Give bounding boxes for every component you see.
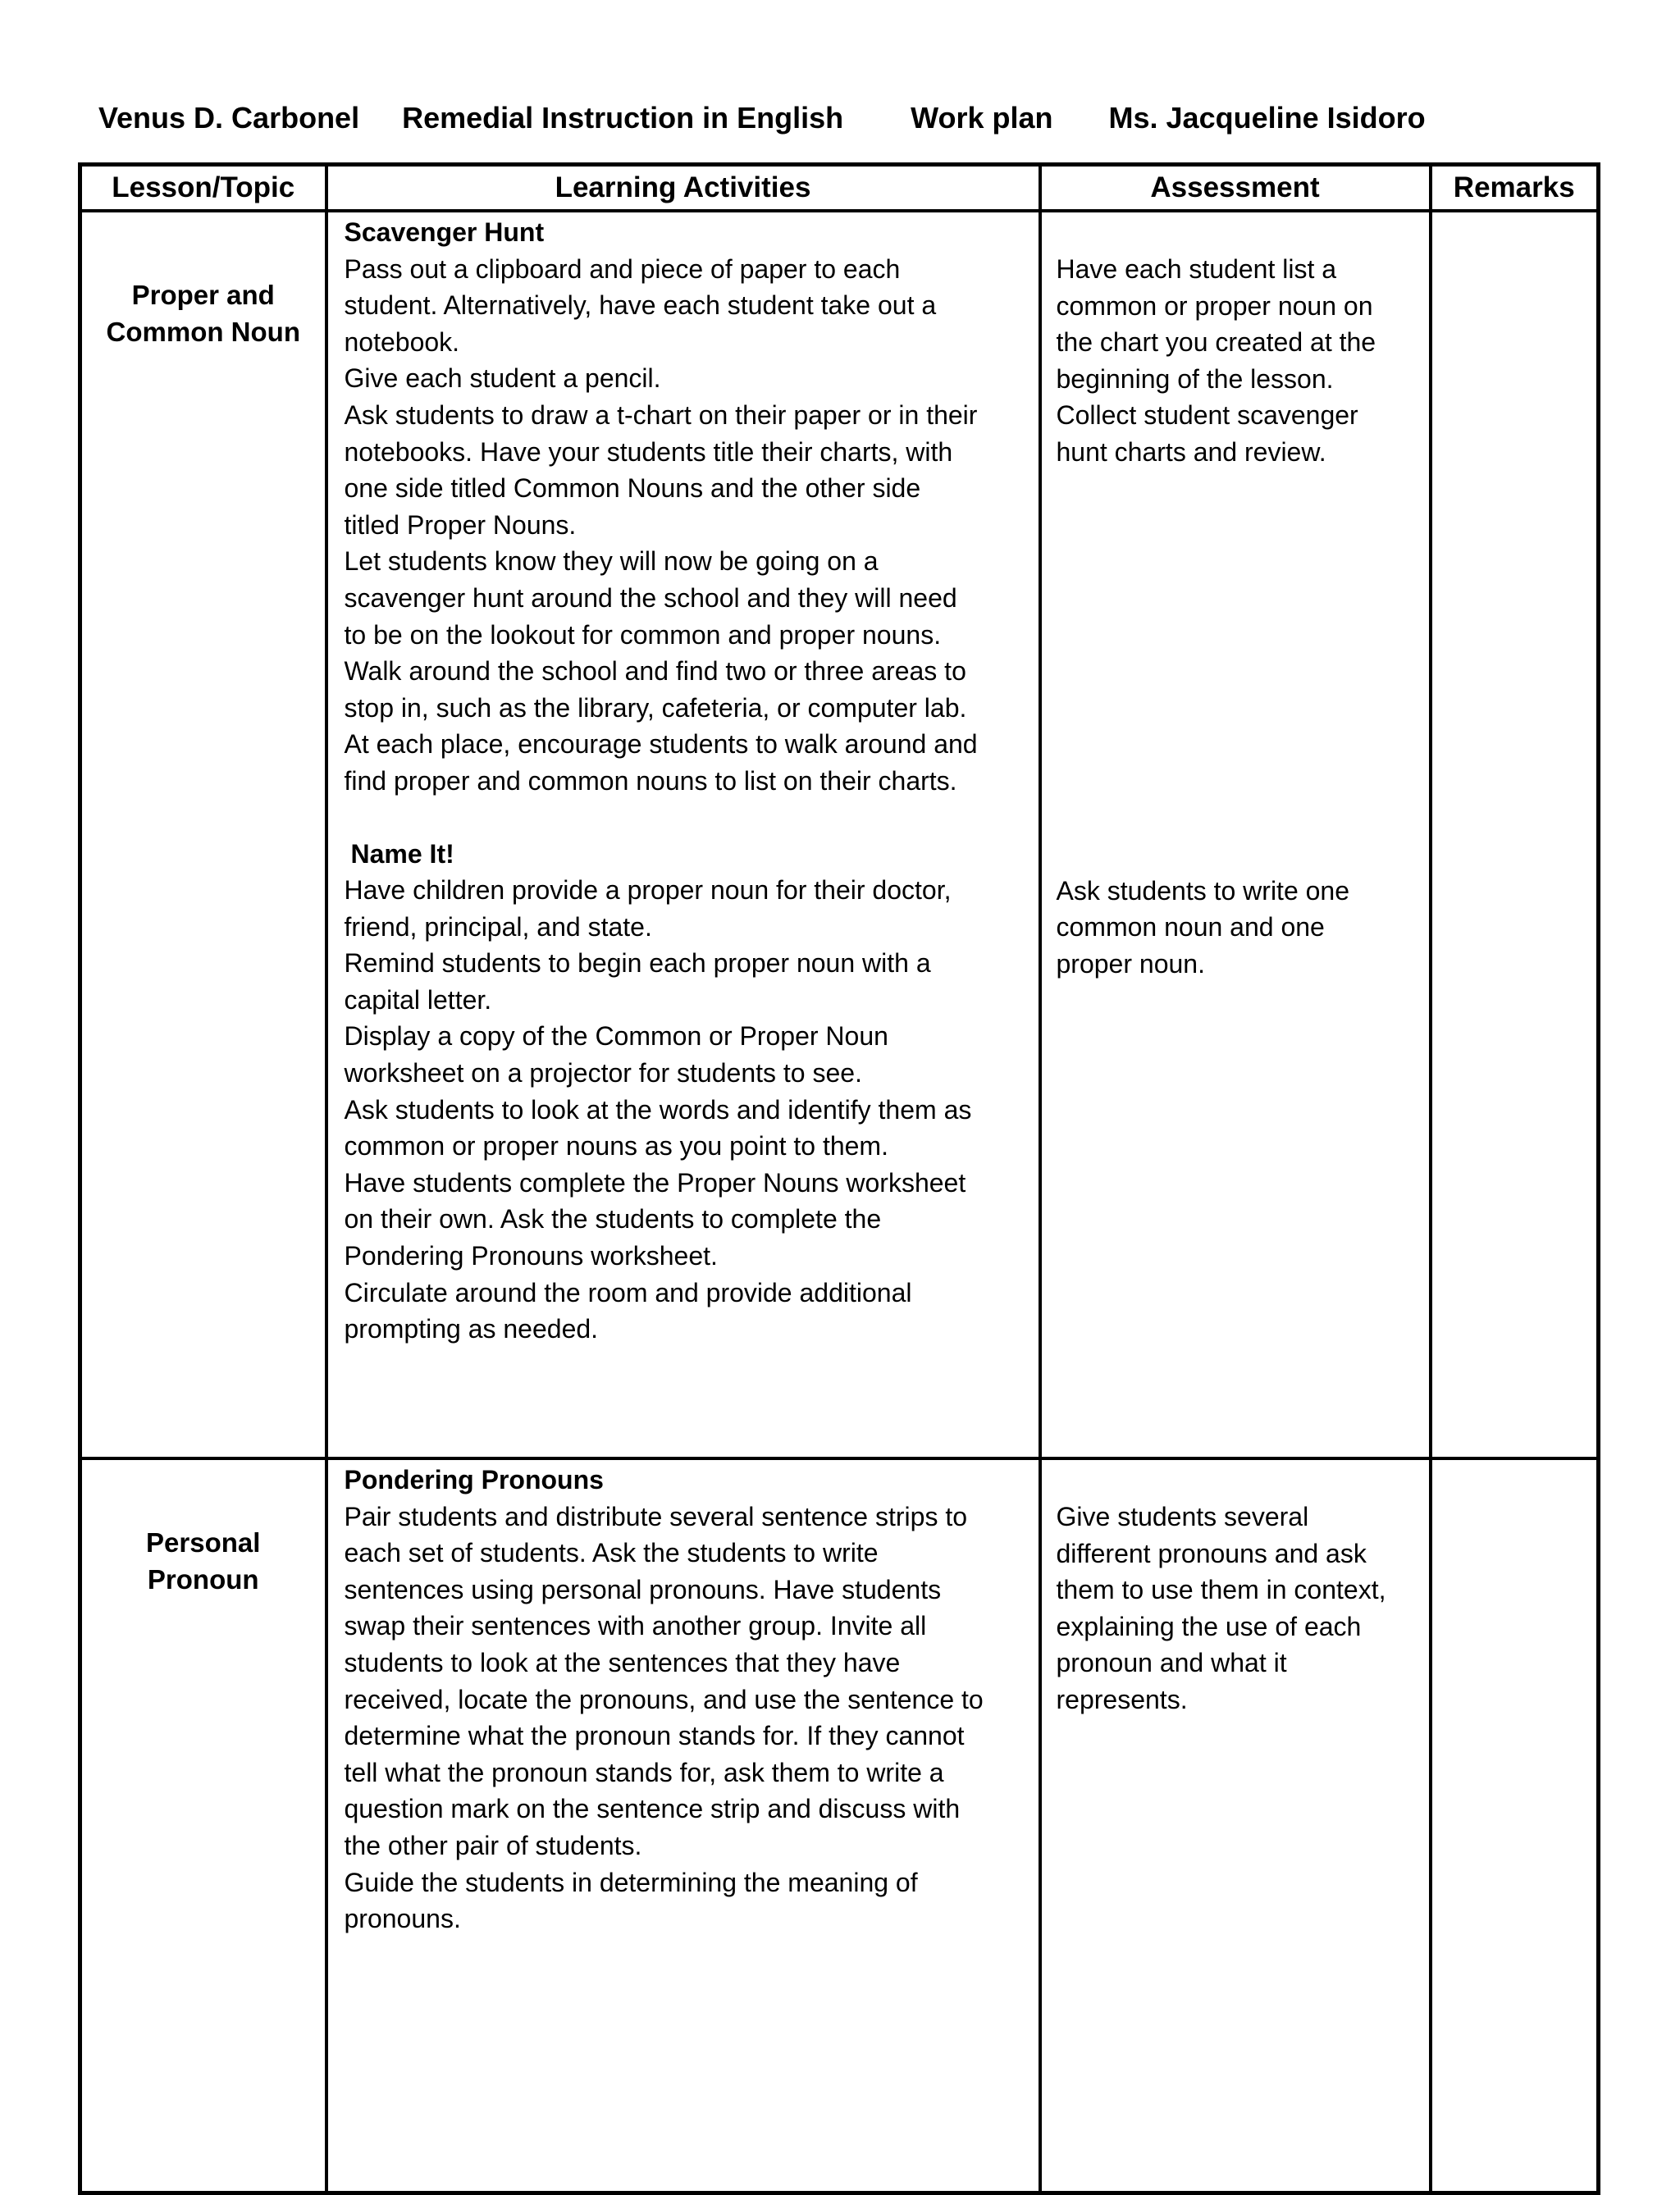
activity-body [345,1499,1030,1937]
text-line: to be on the lookout for common and proper nouns. [344,619,942,650]
text-line: Pass out a clipboard and piece of paper to each [344,253,901,284]
document-header [98,95,1426,141]
text-line: Pondering Pronouns worksheet. [344,1241,718,1271]
text-line: scavenger hunt around the school and they will need [344,582,957,613]
text-line: common noun and one [1056,912,1325,942]
text-line: students to look at the sentences that they have [344,1647,901,1677]
text-line: beginning of the lesson. [1056,363,1334,394]
lesson-line: Common Noun [106,317,300,347]
text-line: At each place, encourage students to walk around and [344,729,978,760]
text-line: Remind students to begin each proper noun with a [344,948,931,979]
text-line: friend, principal, and state. [344,911,652,942]
text-line: notebook. [344,326,460,357]
activity-title: Pondering Pronouns [344,1465,604,1495]
text-line: Have children provide a proper noun for their doctor, [344,875,952,906]
text-line: the chart you created at the [1056,327,1376,358]
remarks-cell [1431,211,1599,1458]
column-header-lesson: Lesson/Topic [80,165,326,212]
text-line: Let students know they will now be going on a [344,546,879,577]
text-line: Ask students to draw a t-chart on their paper or in their [344,399,978,430]
table-header-row [80,165,1599,212]
text-line: Give students several [1056,1502,1309,1531]
work-plan-table [78,162,1600,2195]
text-line: on their own. Ask the students to complete the [344,1204,882,1234]
text-line: represents. [1056,1684,1188,1714]
text-line: capital letter. [344,984,492,1015]
activity-title: Name It! [350,838,454,869]
text-line: Give each student a pencil. [344,363,661,394]
text-line: one side titled Common Nouns and the other side [344,473,921,504]
activities-cell [326,211,1040,1458]
text-line: received, locate the pronouns, and use the sentence to [344,1684,984,1714]
text-line: Circulate around the room and provide additional [344,1277,912,1307]
text-line: Collect student scavenger [1056,400,1358,431]
lesson-line: Personal [146,1527,261,1558]
text-line: different pronouns and ask [1056,1538,1367,1568]
remarks-cell [1431,1458,1599,2193]
subject-title: Remedial Instruction in English [402,101,844,135]
text-line: Have students complete the Proper Nouns worksheet [344,1167,966,1198]
text-line: explaining the use of each [1056,1611,1362,1641]
column-header-activities: Learning Activities [326,165,1040,212]
text-line: Display a copy of the Common or Proper Noun [344,1021,888,1052]
lesson-line: Pronoun [147,1564,259,1595]
text-line: stop in, such as the library, cafeteria, or computer lab. [344,692,967,723]
text-line: worksheet on a projector for students to see. [344,1058,862,1088]
assessment-cell [1040,211,1431,1458]
text-line: question mark on the sentence strip and discuss with [344,1794,961,1824]
text-line: common or proper nouns as you point to them. [344,1131,888,1161]
text-line: find proper and common nouns to list on their charts. [344,765,957,796]
assessment-body [1057,214,1421,471]
document-type: Work plan [911,101,1053,135]
text-line: determine what the pronoun stands for. If they cannot [344,1721,965,1751]
teacher-name: Ms. Jacqueline Isidoro [1108,101,1426,135]
table-row [80,211,1599,1458]
lesson-cell [80,1458,326,2193]
activity-body [345,251,1030,800]
lesson-line: Proper and [131,280,275,310]
text-line: pronouns. [344,1904,461,1934]
activity-title: Scavenger Hunt [344,217,545,247]
assessment-body [1057,1462,1421,1718]
text-line: sentences using personal pronouns. Have students [344,1574,942,1604]
assessment-body [1057,471,1421,983]
text-line: Pair students and distribute several sentence strips to [344,1501,968,1531]
text-line: swap their sentences with another group. Invite all [344,1611,927,1641]
text-line: common or proper noun on [1056,290,1373,321]
text-line: Ask students to write one [1056,875,1350,906]
column-header-remarks: Remarks [1431,165,1599,212]
text-line: each set of students. Ask the students to write [344,1538,879,1568]
text-line: Ask students to look at the words and identify them as [344,1094,972,1125]
text-line: Guide the students in determining the meaning of [344,1867,918,1897]
text-line: titled Proper Nouns. [344,509,577,540]
author-name: Venus D. Carbonel [98,101,360,135]
text-line: student. Alternatively, have each student take out a [344,290,937,321]
text-line: proper noun. [1056,948,1205,979]
text-line: tell what the pronoun stands for, ask them to write a [344,1757,944,1787]
activity-body [345,872,1030,1348]
text-line: pronoun and what it [1056,1648,1287,1678]
activities-cell [326,1458,1040,2193]
column-header-assessment: Assessment [1040,165,1431,212]
assessment-cell [1040,1458,1431,2193]
table-row [80,1458,1599,2193]
text-line: the other pair of students. [344,1830,642,1860]
text-line: them to use them in context, [1056,1575,1386,1605]
text-line: Have each student list a [1056,254,1337,284]
text-line: Walk around the school and find two or three areas to [344,656,966,687]
text-line: prompting as needed. [344,1314,599,1344]
text-line: hunt charts and review. [1056,436,1326,467]
text-line: notebooks. Have your students title their charts, with [344,436,953,467]
lesson-cell [80,211,326,1458]
